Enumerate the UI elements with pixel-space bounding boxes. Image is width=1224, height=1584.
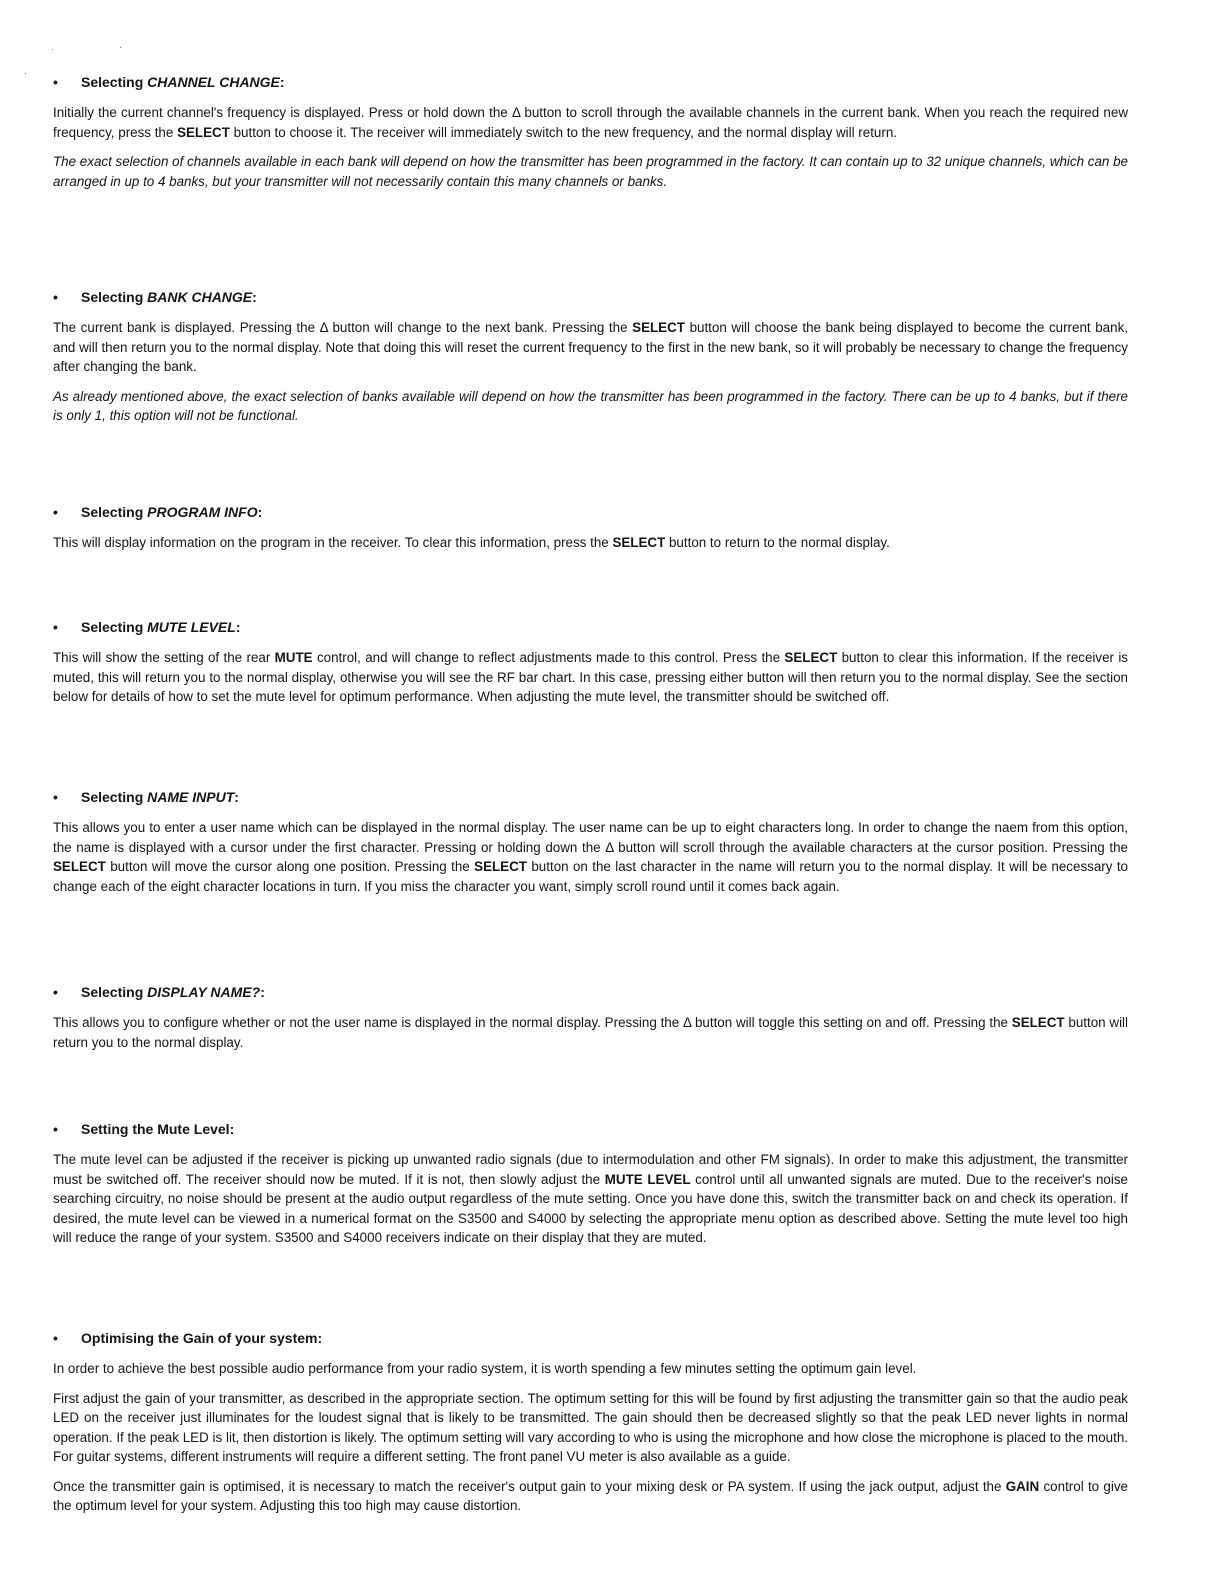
paragraph: The current bank is displayed. Pressing the Δ button will change to the next bank. Pressing the SELECT button will choose the bank being displayed to become the current bank, and will then return you to the normal display. Note that doing this will reset the current frequency to the first in the new bank, so it will probably be necessary to change the frequency after changing the bank. <box>53 320 1128 374</box>
bullet-icon: • <box>53 289 58 305</box>
section-setting-mute-level <box>53 1120 1128 1258</box>
paragraph: Once the transmitter gain is optimised, it is necessary to match the receiver's output gain to your mixing desk or PA system. If using the jack output, adjust the GAIN control to give the optimum level for your system. Adjusting this too high may cause distortion. <box>53 1478 1128 1513</box>
section-heading: • Selecting PROGRAM INFO: <box>53 504 263 520</box>
section-display-name <box>53 983 1128 1062</box>
paragraph: First adjust the gain of your transmitter, as described in the appropriate section. The optimum setting for this will be found by first adjusting the transmitter gain so that the audio peak LED on the receiver just illuminates for the loudest signal that is likely to be transmitted. The gain should then be decreased slightly so that the peak LED never lights in normal operation. If the peak LED is lit, then distortion is likely. The optimum setting will vary according to who is using the microphone and how close the microphone is placed to the mouth. For guitar systems, different instruments will require a different setting. The front panel VU meter is also available as a guide. <box>53 1390 1128 1464</box>
section-program-info <box>53 503 1128 563</box>
section-bank-change <box>53 288 1128 436</box>
italic-note: The exact selection of channels available in each bank will depend on how the transmitter has been programmed in the factory. It can contain up to 32 unique channels, which can be arranged in up to 4 banks, but your transmitter will not necessarily contain this many channels or banks. <box>53 154 1128 189</box>
section-name-input <box>53 788 1128 906</box>
scan-speck <box>120 47 121 48</box>
paragraph: In order to achieve the best possible audio performance from your radio system, it is worth spending a few minutes setting the optimum gain level. <box>53 1361 917 1376</box>
bullet-icon: • <box>53 789 58 805</box>
bullet-icon: • <box>53 1121 58 1137</box>
section-heading: • Selecting BANK CHANGE: <box>53 289 257 305</box>
bullet-icon: • <box>53 504 58 520</box>
section-heading: • Selecting DISPLAY NAME?: <box>53 984 265 1000</box>
paragraph: The mute level can be adjusted if the receiver is picking up unwanted radio signals (due to intermodulation and other FM signals). In order to make this adjustment, the transmitter must be switched off. The receiver should now be muted. If it is not, then slowly adjust the MUTE LEVEL control until all unwanted signals are muted. Due to the receiver's noise searching circuitry, no noise should be present at the audio output regardless of the mute setting. Once you have done this, switch the transmitter back on and check its operation. If desired, the mute level can be viewed in a numerical format on the S3500 and S4000 by selecting the appropriate menu option as described above. Setting the mute level too high will reduce the range of your system. S3500 and S4000 receivers indicate on their display that they are muted. <box>53 1152 1128 1245</box>
section-channel-change <box>53 73 1128 201</box>
paragraph: This allows you to configure whether or not the user name is displayed in the normal display. Pressing the Δ button will toggle this setting on and off. Pressing the SELECT button will return you to the normal display. <box>53 1015 1128 1050</box>
scan-speck <box>25 73 26 74</box>
paragraph: This will show the setting of the rear MUTE control, and will change to reflect adjustments made to this control. Press the SELECT button to clear this information. If the receiver is muted, this will return you to the normal display, otherwise you will see the RF bar chart. In this case, pressing either button will then return you to the normal display. See the section below for details of how to set the mute level for optimum performance. When adjusting the mute level, the transmitter should be switched off. <box>53 650 1129 704</box>
paragraph: Initially the current channel's frequency is displayed. Press or hold down the Δ button to scroll through the available channels in the current bank. When you reach the required new frequency, press the SELECT button to choose it. The receiver will immediately switch to the new frequency, and the normal display will return. <box>53 105 1128 140</box>
paragraph: This will display information on the program in the receiver. To clear this information, press the SELECT button to return to the normal display. <box>53 535 890 550</box>
section-optimising-gain <box>53 1329 1128 1526</box>
section-heading: • Setting the Mute Level: <box>53 1121 235 1137</box>
scan-speck <box>52 49 53 50</box>
bullet-icon: • <box>53 74 58 90</box>
section-heading: • Optimising the Gain of your system: <box>53 1330 323 1346</box>
paragraph: This allows you to enter a user name which can be displayed in the normal display. The user name can be up to eight characters long. In order to change the naem from this option, the name is displayed with a cursor under the first character. Pressing or holding down the Δ button will scroll through the available characters at the cursor position. Pressing the SELECT button will move the cursor along one position. Pressing the SELECT button on the last character in the name will return you to the normal display. It will be necessary to change each of the eight character locations in turn. If you miss the character you want, simply scroll round until it comes back again. <box>53 820 1128 894</box>
italic-note: As already mentioned above, the exact selection of banks available will depend on how the transmitter has been programmed in the factory. There can be up to 4 banks, but if there is only 1, this option will not be functional. <box>53 388 1128 423</box>
section-heading: • Selecting MUTE LEVEL: <box>53 619 241 635</box>
bullet-icon: • <box>53 619 58 635</box>
section-mute-level <box>53 618 1128 717</box>
bullet-icon: • <box>53 984 58 1000</box>
bullet-icon: • <box>53 1330 58 1346</box>
section-heading: • Selecting NAME INPUT: <box>53 789 239 805</box>
section-heading: • Selecting CHANNEL CHANGE: <box>53 74 285 90</box>
